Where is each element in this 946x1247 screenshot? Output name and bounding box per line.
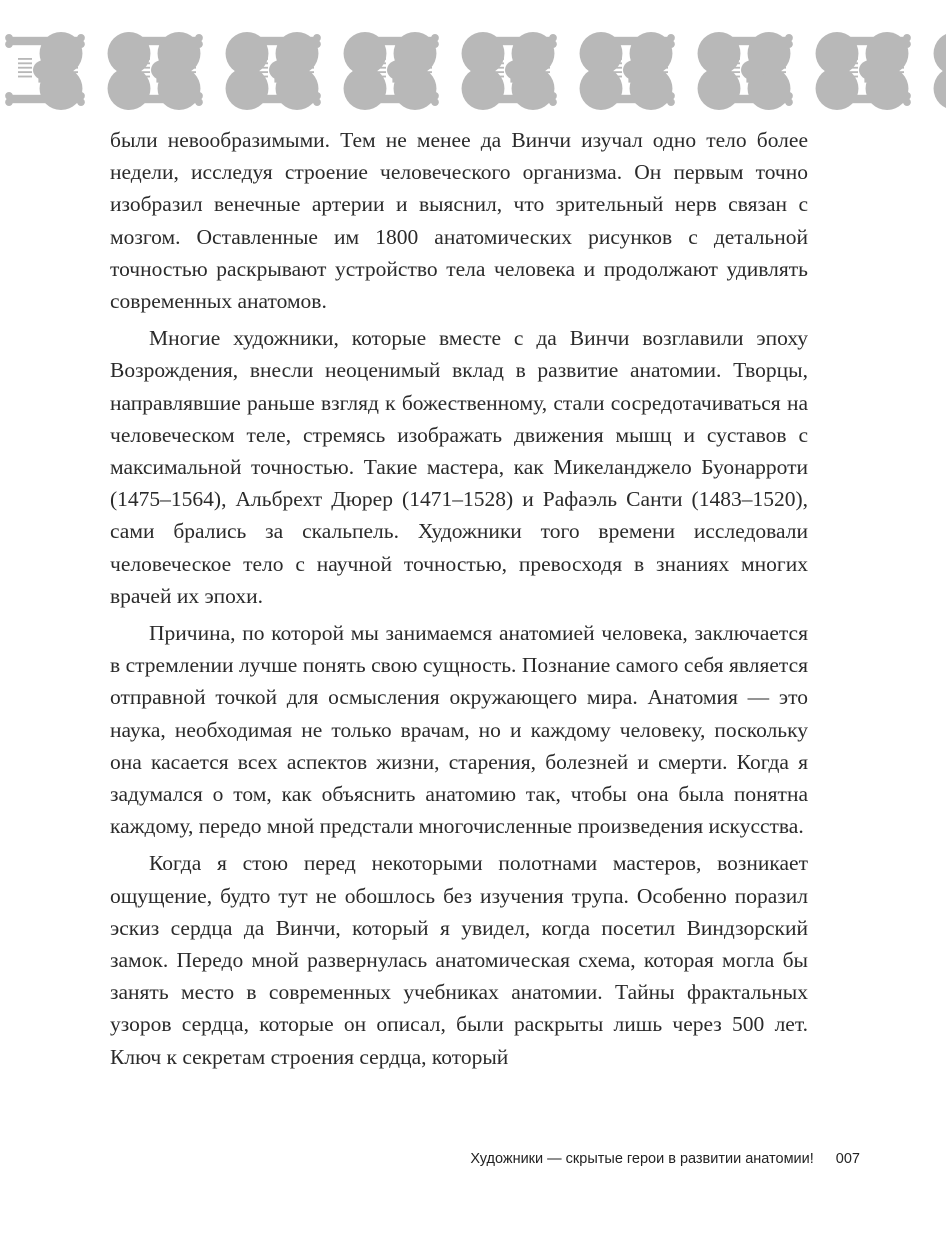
paragraph: были невообразимыми. Тем не менее да Винчи изучал одно тело более недели, исследуя строение человеческого организма. Он первым точно изобразил венечные артерии и выяснил, что зрительный нерв связан с мозгом. Оставленные им 1800 анатомических рисунков с детальной точностью раскрывают устройство тела человека и продолжают удивлять современных анатомов. — [110, 128, 808, 314]
rib-icon — [418, 62, 432, 64]
rib-icon — [654, 71, 668, 73]
rib-icon — [182, 76, 196, 78]
paragraph: Многие художники, которые вместе с да Винчи возглавили эпоху Возрождения, внесли неоценимый вклад в развитие анатомии. Творцы, направлявшие раньше взгляд к божественному, стали сосредотачиваться на человеческом теле, стремясь изображать движения мышц и суставов с максимальной точностью. Такие мастера, как Микеланджело Буонарроти (1475–1564), Альбрехт Дюрер (1471–1528) и Рафаэль Санти (1483–1520), сами брались за скальпель. Художники того времени исследовали человеческое тело с научной точностью, превосходя в знаниях многих врачей их эпохи. — [110, 326, 808, 608]
bone-icon — [934, 67, 946, 110]
rib-icon — [536, 67, 550, 69]
paragraph: Причина, по которой мы занимаемся анатомией человека, заключается в стремлении лучше понять свою сущность. Познание самого себя является отправной точкой для осмысления окружающего мира. Анатомия — это наука, необходимая не только врачам, но и каждому человеку, поскольку она касается всех аспектов жизни, старения, болезней и смерти. Когда я задумался о том, как объяснить анатомию так, чтобы она была понятна каждому, передо мной предстали многочисленные произведения искусства. — [110, 621, 808, 839]
rib-icon — [64, 58, 78, 60]
rib-icon — [300, 58, 314, 60]
rib-icon — [182, 67, 196, 69]
bone-icon — [831, 40, 839, 48]
rib-icon — [654, 67, 668, 69]
bone-icon — [359, 98, 367, 106]
rib-icon — [254, 76, 268, 78]
rib-icon — [300, 62, 314, 64]
rib-icon — [254, 67, 268, 69]
rib-icon — [136, 58, 150, 60]
rib-icon — [182, 62, 196, 64]
rib-icon — [608, 58, 622, 60]
rib-icon — [890, 76, 904, 78]
rib-icon — [254, 71, 268, 73]
ornament-band — [0, 28, 946, 114]
rib-icon — [418, 76, 432, 78]
bone-icon — [595, 98, 603, 106]
bone-icon — [477, 98, 485, 106]
bone-icon — [934, 32, 946, 75]
rib-icon — [372, 76, 386, 78]
rib-icon — [372, 58, 386, 60]
rib-icon — [890, 62, 904, 64]
rib-icon — [772, 58, 786, 60]
bone-icon — [713, 40, 721, 48]
rib-icon — [844, 58, 858, 60]
rib-icon — [372, 62, 386, 64]
running-title: Художники — скрытые герои в развитии анатомии! — [470, 1151, 814, 1167]
rib-icon — [772, 62, 786, 64]
rib-icon — [136, 76, 150, 78]
rib-icon — [890, 71, 904, 73]
rib-icon — [726, 71, 740, 73]
rib-icon — [490, 58, 504, 60]
rib-icon — [726, 67, 740, 69]
rib-icon — [654, 62, 668, 64]
bones-and-skulls-ornament-icon — [0, 28, 946, 114]
rib-icon — [536, 58, 550, 60]
skull-icon — [38, 76, 51, 83]
rib-icon — [490, 62, 504, 64]
rib-icon — [254, 62, 268, 64]
rib-icon — [64, 67, 78, 69]
rib-icon — [536, 62, 550, 64]
bone-icon — [595, 40, 603, 48]
rib-icon — [254, 58, 268, 60]
rib-icon — [18, 67, 32, 69]
rib-icon — [18, 62, 32, 64]
page-footer — [470, 1151, 860, 1167]
paragraph: Когда я стою перед некоторыми полотнами мастеров, возникает ощущение, будто тут не обошлось без изучения трупа. Особенно поразил эскиз сердца да Винчи, который я увидел, когда посетил Виндзорский замок. Передо мной развернулась анатомическая схема, которая могла бы занять место в современных учебниках анатомии. Тайны фрактальных узоров сердца, которые он описал, были раскрыты лишь через 500 лет. Ключ к секретам строения сердца, который — [110, 851, 808, 1069]
rib-icon — [418, 67, 432, 69]
rib-icon — [772, 76, 786, 78]
rib-icon — [182, 71, 196, 73]
rib-icon — [418, 58, 432, 60]
rib-icon — [844, 62, 858, 64]
rib-icon — [300, 76, 314, 78]
skull-icon — [156, 76, 169, 83]
rib-icon — [490, 71, 504, 73]
rib-icon — [136, 71, 150, 73]
skull-icon — [746, 76, 759, 83]
bone-icon — [123, 98, 131, 106]
bone-icon — [477, 40, 485, 48]
skull-icon — [274, 76, 287, 83]
bone-icon — [241, 98, 249, 106]
bone-icon — [713, 98, 721, 106]
skull-icon — [628, 76, 641, 83]
rib-icon — [18, 71, 32, 73]
rib-icon — [18, 58, 32, 60]
bone-icon — [241, 40, 249, 48]
page-number: 007 — [835, 1151, 860, 1167]
skull-icon — [392, 76, 405, 83]
rib-icon — [890, 67, 904, 69]
bone-icon — [831, 98, 839, 106]
bone-icon — [5, 98, 13, 106]
rib-icon — [372, 71, 386, 73]
rib-icon — [608, 76, 622, 78]
rib-icon — [64, 71, 78, 73]
rib-icon — [182, 58, 196, 60]
rib-icon — [536, 76, 550, 78]
rib-icon — [418, 71, 432, 73]
skull-icon — [510, 76, 523, 83]
rib-icon — [772, 67, 786, 69]
body-text — [110, 124, 808, 1078]
rib-icon — [136, 67, 150, 69]
rib-icon — [608, 62, 622, 64]
skull-icon — [864, 76, 877, 83]
rib-icon — [372, 67, 386, 69]
rib-icon — [18, 76, 32, 78]
rib-icon — [890, 58, 904, 60]
rib-icon — [654, 76, 668, 78]
bone-icon — [123, 40, 131, 48]
rib-icon — [608, 67, 622, 69]
rib-icon — [844, 76, 858, 78]
rib-icon — [300, 71, 314, 73]
bone-icon — [5, 40, 13, 48]
rib-icon — [536, 71, 550, 73]
rib-icon — [844, 71, 858, 73]
rib-icon — [490, 67, 504, 69]
rib-icon — [490, 76, 504, 78]
bone-icon — [359, 40, 367, 48]
rib-icon — [772, 71, 786, 73]
rib-icon — [726, 76, 740, 78]
rib-icon — [300, 67, 314, 69]
rib-icon — [64, 62, 78, 64]
rib-icon — [136, 62, 150, 64]
rib-icon — [726, 58, 740, 60]
rib-icon — [726, 62, 740, 64]
rib-icon — [608, 71, 622, 73]
rib-icon — [844, 67, 858, 69]
rib-icon — [654, 58, 668, 60]
rib-icon — [64, 76, 78, 78]
